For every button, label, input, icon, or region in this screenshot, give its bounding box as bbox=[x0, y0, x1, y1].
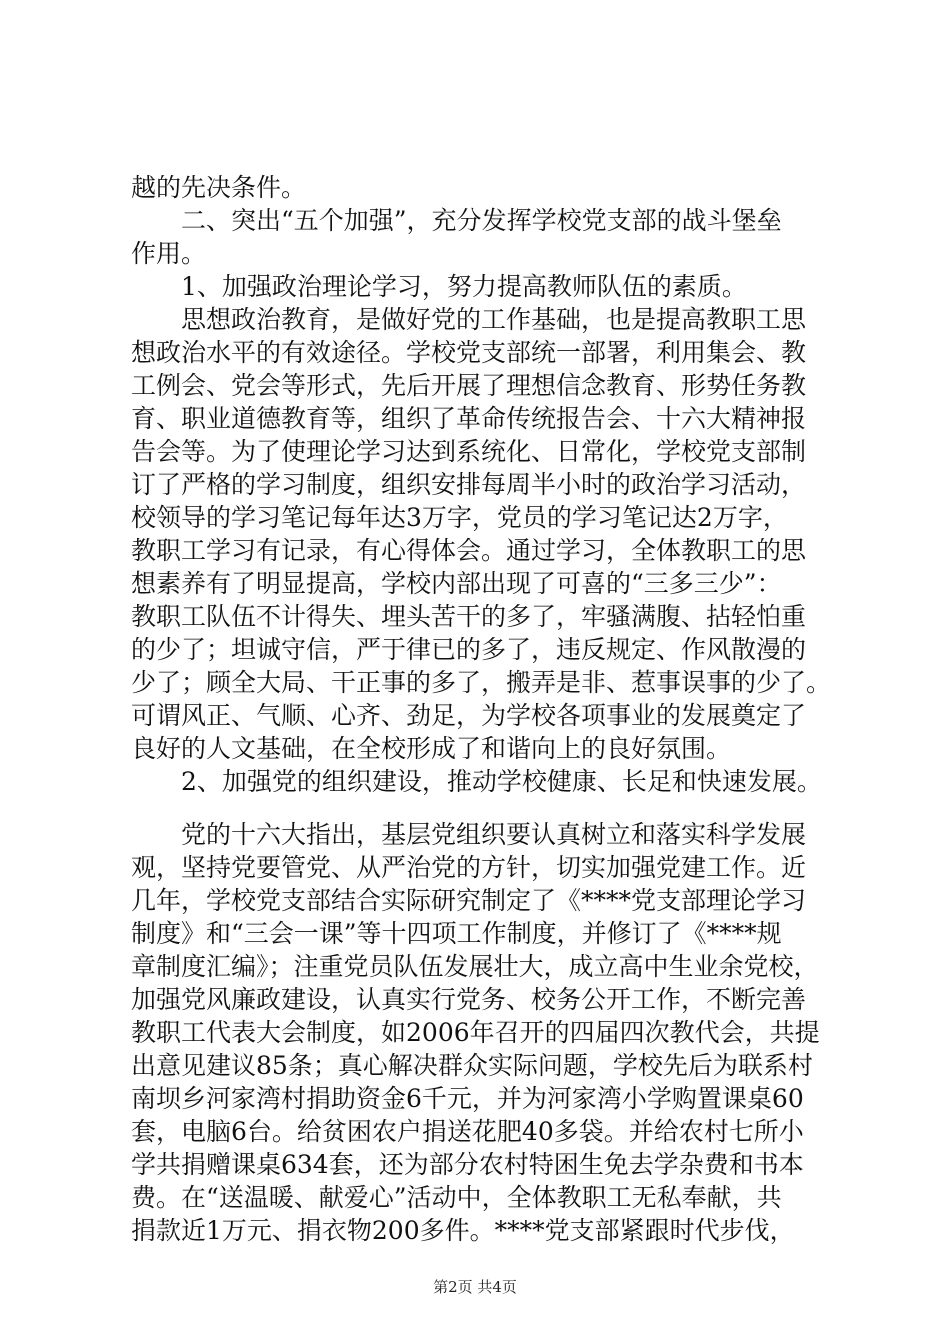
text-line: 党的十六大指出，基层党组织要认真树立和落实科学发展 bbox=[181, 820, 807, 849]
text-line: 费。在“送温暖、献爱心”活动中，全体教职工无私奉献，共 bbox=[131, 1183, 782, 1212]
document-body bbox=[131, 171, 832, 1247]
text-line: 的少了；坦诚守信，严于律已的多了，违反规定、作风散漫的 bbox=[131, 635, 807, 664]
text-line: 告会等。为了使理论学习达到系统化、日常化，学校党支部制 bbox=[131, 437, 807, 466]
text-line: 思想政治教育，是做好党的工作基础，也是提高教职工思 bbox=[181, 305, 807, 334]
text-line: 想素养有了明显提高，学校内部出现了可喜的“三多三少”： bbox=[131, 569, 782, 598]
text-line: 良好的人文基础，在全校形成了和谐向上的良好氛围。 bbox=[131, 734, 732, 763]
text-line: 加强党风廉政建设，认真实行党务、校务公开工作，不断完善 bbox=[131, 985, 807, 1014]
text-line: 几年，学校党支部结合实际研究制定了《****党支部理论学习 bbox=[131, 886, 807, 915]
text-line: 出意见建议85条；真心解决群众实际问题，学校先后为联系村 bbox=[131, 1051, 813, 1080]
paragraph-spacer bbox=[131, 798, 826, 818]
text-line: 育、职业道德教育等，组织了革命传统报告会、十六大精神报 bbox=[131, 404, 807, 433]
text-line: 套，电脑6台。给贫困农户捐送花肥40多袋。并给农村七所小 bbox=[131, 1117, 804, 1146]
text-line: 可谓风正、气顺、心齐、劲足，为学校各项事业的发展奠定了 bbox=[131, 701, 807, 730]
text-line: 2、加强党的组织建设，推动学校健康、长足和快速发展。 bbox=[181, 767, 822, 796]
text-block-top bbox=[131, 171, 832, 798]
text-line: 想政治水平的有效途径。学校党支部统一部署，利用集会、教 bbox=[131, 338, 807, 367]
text-line: 订了严格的学习制度，组织安排每周半小时的政治学习活动， bbox=[131, 470, 807, 499]
text-line: 作用。 bbox=[131, 239, 207, 268]
text-line: 教职工代表大会制度，如2006年召开的四届四次教代会，共提 bbox=[131, 1018, 820, 1047]
text-line: 教职工队伍不计得失、埋头苦干的多了，牢骚满腹、拈轻怕重 bbox=[131, 602, 807, 631]
text-line: 捐款近1万元、捐衣物200多件。****党支部紧跟时代步伐， bbox=[131, 1216, 795, 1245]
text-line: 章制度汇编》；注重党员队伍发展壮大，成立高中生业余党校， bbox=[131, 952, 819, 981]
text-block-bottom bbox=[131, 818, 826, 1247]
text-line: 南坝乡河家湾村捐助资金6千元，并为河家湾小学购置课桌60 bbox=[131, 1084, 804, 1113]
text-line: 教职工学习有记录，有心得体会。通过学习，全体教职工的思 bbox=[131, 536, 807, 565]
text-line: 观，坚持党要管党、从严治党的方针，切实加强党建工作。近 bbox=[131, 853, 807, 882]
text-line: 校领导的学习笔记每年达3万字，党员的学习笔记达2万字， bbox=[131, 503, 788, 532]
text-line: 越的先决条件。 bbox=[131, 173, 307, 202]
text-line: 工例会、党会等形式，先后开展了理想信念教育、形势任务教 bbox=[131, 371, 807, 400]
text-line: 制度》和“三会一课”等十四项工作制度，并修订了《****规 bbox=[131, 919, 782, 948]
text-line: 少了；顾全大局、干正事的多了，搬弄是非、惹事误事的少了。 bbox=[131, 668, 832, 697]
text-line: 二、突出“五个加强”，充分发挥学校党支部的战斗堡垒 bbox=[181, 206, 782, 235]
text-line: 1、加强政治理论学习，努力提高教师队伍的素质。 bbox=[181, 272, 747, 301]
page-number-footer: 第2页 共4页 bbox=[433, 1278, 517, 1296]
text-line: 学共捐赠课桌634套，还为部分农村特困生免去学杂费和书本 bbox=[131, 1150, 804, 1179]
